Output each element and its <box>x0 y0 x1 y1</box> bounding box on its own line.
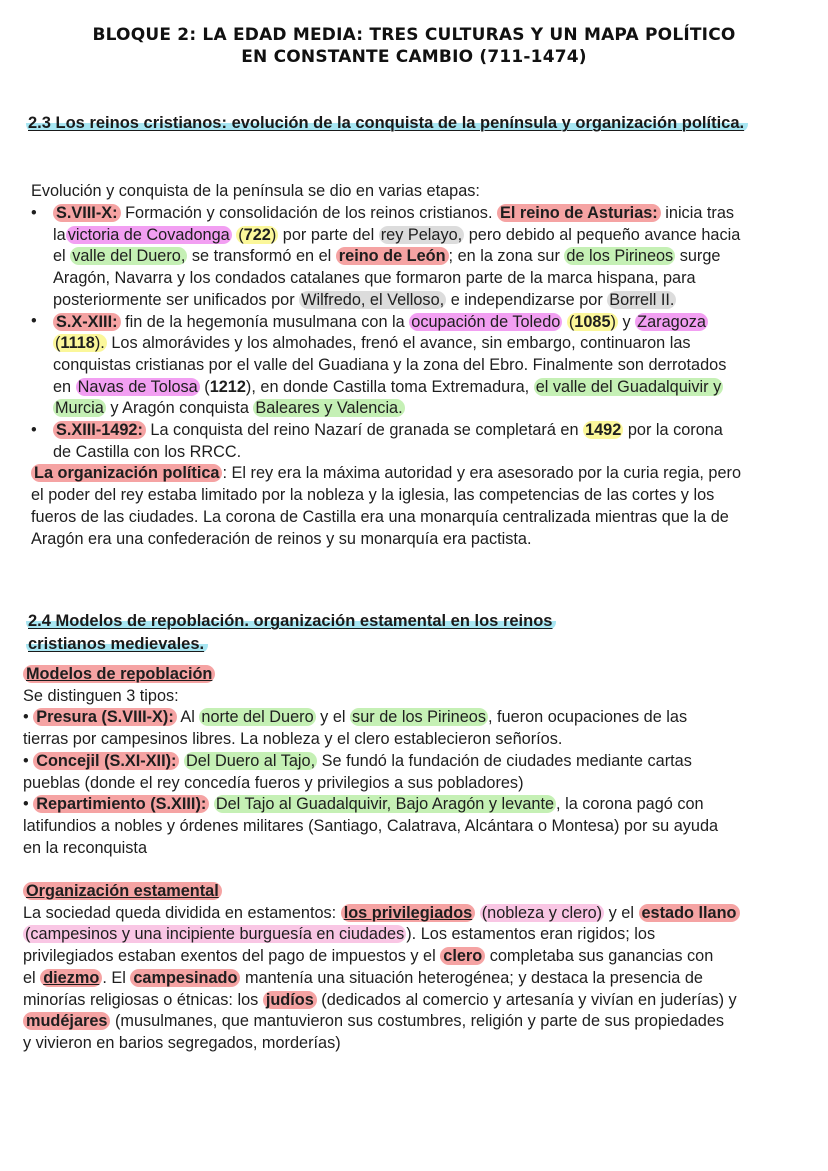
text: se transformó en el <box>191 247 332 266</box>
hl-guadalquivir: el valle del Guadalquivir y <box>535 377 722 396</box>
hl-mudejares: mudéjares <box>23 1012 110 1030</box>
title-line-2: EN CONSTANTE CAMBIO (711-1474) <box>241 47 587 67</box>
text: (dedicados al comercio y artesanía y vivían en juderías) y <box>321 990 737 1009</box>
bullet-concejil: • <box>23 751 29 770</box>
text: ( <box>568 312 575 331</box>
hl-wilfredo: Wilfredo, el Velloso, <box>301 290 445 309</box>
text: surge <box>679 247 721 266</box>
text: Se fundó la fundación de ciudades mediante cartas <box>321 751 692 770</box>
text: el <box>53 247 66 266</box>
text: : El rey era la máxima autoridad y era asesorado por la curia regia, pero <box>222 464 742 483</box>
text: en <box>53 377 72 396</box>
text: tierras por campesinos libres. La nobleza y el clero establecieron señoríos. <box>23 730 563 749</box>
hl-privilegiados: los privilegiados <box>341 904 475 922</box>
bullet-list-etapas <box>31 203 821 550</box>
section-2-3-heading-text: 2.3 Los reinos cristianos: evolución de la conquista de la península y organización política. <box>26 114 748 132</box>
text: ), en donde Castilla toma Extremadura, <box>245 377 530 396</box>
hl-estado-llano: estado llano <box>639 904 740 922</box>
text: ). <box>94 334 105 353</box>
section-2-4-heading <box>26 610 556 656</box>
year: 1118 <box>60 334 95 353</box>
text: ) <box>610 312 616 331</box>
text: La conquista del reino Nazarí de granada se completará en <box>150 421 579 440</box>
text: la <box>53 225 66 244</box>
bullet-item-s10-13 <box>31 312 821 421</box>
year: 1085 <box>574 312 611 331</box>
label-s8-10: S.VIII-X: <box>53 204 121 222</box>
text: posteriormente ser unificados por <box>53 290 295 309</box>
hl-722 <box>236 226 278 244</box>
text: e independizarse por <box>450 290 603 309</box>
bullet-item-s8-10 <box>31 203 821 312</box>
hl-duero-tajo: Del Duero al Tajo, <box>185 751 316 770</box>
text: , fueron ocupaciones de las <box>487 708 688 727</box>
label-concejil: Concejil (S.XI-XII): <box>33 752 179 770</box>
text: y vivieron en barios segregados, morderías) <box>23 1033 341 1052</box>
hl-navas-tolosa: Navas de Tolosa <box>77 377 198 396</box>
estamental-section <box>23 881 823 1055</box>
text: fueros de las ciudades. La corona de Castilla era una monarquía centralizada mientras que la de <box>31 507 729 526</box>
hl-campesinado: campesinado <box>130 969 240 987</box>
text: y el <box>608 903 634 922</box>
text: Aragón, Navarra y los condados catalanes que formaron parte de la marca hispana, para <box>53 269 696 288</box>
bullet-2: • <box>31 312 37 330</box>
repoblacion-heading: Modelos de repoblación <box>23 665 215 683</box>
label-reino-asturias: El reino de Asturias: <box>497 204 661 222</box>
hl-reino-leon: reino de León <box>336 247 449 265</box>
text: de Castilla con los RRCC. <box>53 442 242 461</box>
hl-diezmo: diezmo <box>40 969 102 987</box>
text: mantenía una situación heterogénea; y destaca la presencia de <box>244 968 703 987</box>
text: Aragón era una confederación de reinos y su monarquía era pactista. <box>31 529 532 548</box>
year: 722 <box>243 225 271 244</box>
hl-judios: judíos <box>263 991 317 1009</box>
text: por la corona <box>627 421 723 440</box>
hl-clero: clero <box>440 947 485 965</box>
text: y Aragón conquista <box>110 399 249 418</box>
hl-toledo: ocupación de Toledo <box>411 312 561 331</box>
hl-tajo-guadalquivir: Del Tajo al Guadalquivir, Bajo Aragón y levante <box>215 795 555 814</box>
text: por parte del <box>282 225 375 244</box>
text: latifundios a nobles y órdenes militares (Santiago, Calatrava, Alcántara o Montesa) por su ayuda <box>23 816 719 835</box>
hl-norte-duero: norte del Duero <box>201 708 314 727</box>
text: minorías religiosas o étnicas: los <box>23 990 259 1009</box>
title-line-1: BLOQUE 2: LA EDAD MEDIA: TRES CULTURAS Y UN MAPA POLÍTICO <box>92 25 736 45</box>
text: en la reconquista <box>23 838 148 857</box>
bullet-repartimiento: • <box>23 795 29 814</box>
bullet-presura: • <box>23 708 29 727</box>
label-presura: Presura (S.VIII-X): <box>33 708 177 726</box>
label-organizacion-politica: La organización política <box>31 464 222 482</box>
estamental-heading: Organización estamental <box>23 882 222 900</box>
hl-sur-pirineos: sur de los Pirineos <box>352 708 486 727</box>
hl-pelayo: rey Pelayo, <box>380 225 463 244</box>
text: ). Los estamentos eran rigidos; los <box>406 925 656 944</box>
text: Formación y consolidación de los reinos cristianos. <box>125 204 493 222</box>
bullet-item-s13-1492 <box>31 420 821 463</box>
label-repartimiento: Repartimiento (S.XIII): <box>33 795 209 813</box>
section-2-3-body <box>31 181 821 203</box>
year: 1212 <box>209 377 246 396</box>
text: (musulmanes, que mantuvieron sus costumbres, religión y parte de sus propiedades <box>114 1012 725 1031</box>
section-2-4-heading-line-2: cristianos medievales. <box>26 635 208 653</box>
text: privilegiados estaban exentos del pago de impuestos y el <box>23 947 436 966</box>
text: ; en la zona sur <box>448 247 560 266</box>
text: y <box>622 312 631 331</box>
hl-covadonga: victoria de Covadonga <box>67 225 230 244</box>
text: ( <box>238 225 244 244</box>
hl-zaragoza: Zaragoza <box>637 312 706 331</box>
hl-valle-duero: valle del Duero, <box>72 247 186 266</box>
text: Al <box>180 708 195 727</box>
repoblacion-intro: Se distinguen 3 tipos: <box>23 686 179 705</box>
bullet-1: • <box>31 204 37 222</box>
hl-baleares: Baleares y Valencia. <box>255 399 403 418</box>
text: ) <box>270 225 277 244</box>
text: , la corona pagó con <box>556 795 704 814</box>
text: ( <box>204 377 210 396</box>
repoblacion-item-repartimiento <box>23 794 823 816</box>
section-2-4-heading-line-1: 2.4 Modelos de repoblación. organización estamental en los reinos <box>26 612 556 630</box>
page-title <box>0 24 828 68</box>
repoblacion-section <box>23 664 823 859</box>
text: conquistas cristianas por el valle del Guadiana y la zona del Ebro. Finalmente son derrotados <box>53 355 727 374</box>
label-s10-13: S.X-XIII: <box>53 313 121 331</box>
hl-1118 <box>53 334 107 352</box>
label-s13-1492: S.XIII-1492: <box>53 421 146 439</box>
hl-borrell: Borrell II. <box>609 290 675 309</box>
text: pero debido al pequeño avance hacia <box>468 225 741 244</box>
repoblacion-item-presura <box>23 707 823 729</box>
bullet-3: • <box>31 421 37 439</box>
hl-murcia: Murcia <box>55 399 104 418</box>
text: el <box>23 968 36 987</box>
text: inicia tras <box>665 204 735 222</box>
text: La sociedad queda dividida en estamentos: <box>23 903 337 922</box>
text: ( <box>55 334 61 353</box>
hl-campesinos: (campesinos y una incipiente burguesía en ciudades <box>25 925 405 944</box>
text: completaba sus ganancias con <box>489 947 714 966</box>
hl-nobleza-clero: (nobleza y clero) <box>481 903 603 922</box>
text: . El <box>102 968 126 987</box>
text: el poder del rey estaba limitado por la nobleza y la iglesia, las competencias de las cortes y los <box>31 486 715 505</box>
text: y el <box>320 708 346 727</box>
text: fin de la hegemonía musulmana con la <box>125 312 405 331</box>
repoblacion-item-concejil <box>23 751 823 773</box>
text: pueblas (donde el rey concedía fueros y privilegios a sus pobladores) <box>23 773 524 792</box>
hl-1492: 1492 <box>585 421 622 440</box>
hl-1085 <box>567 313 618 331</box>
intro-text: Evolución y conquista de la península se dio en varias etapas: <box>31 182 480 200</box>
hl-pirineos: de los Pirineos <box>566 247 674 266</box>
section-2-3-heading <box>26 112 748 134</box>
text: Los almorávides y los almohades, frenó el avance, sin embargo, continuaron las <box>111 334 691 353</box>
